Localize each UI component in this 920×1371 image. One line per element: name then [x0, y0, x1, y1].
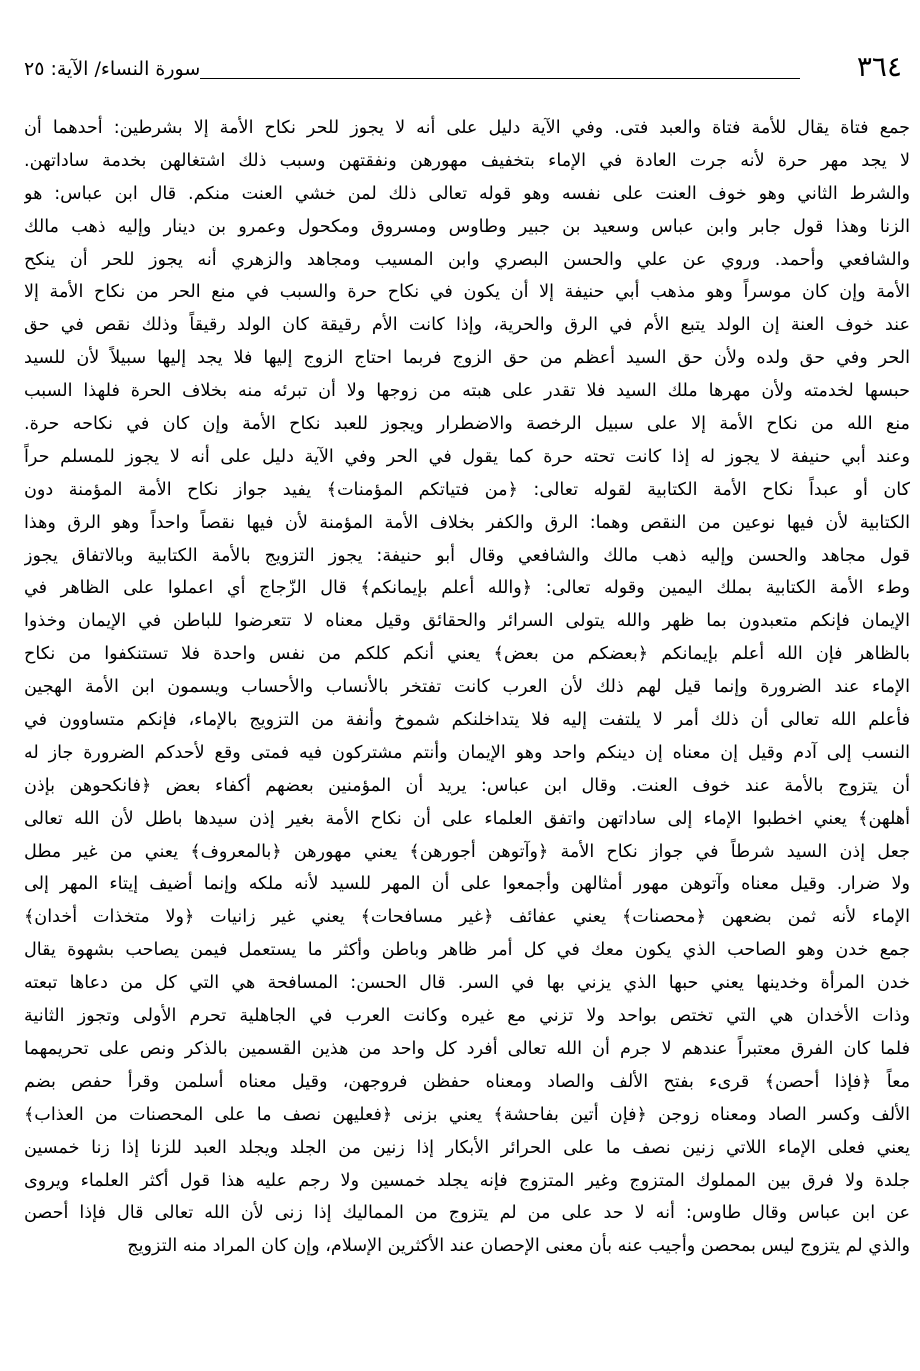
- text-line: النسب إلى آدم وقيل إن معناه إن دينكم واحد وهو الإيمان وأنتم مشتركون فيه فمتى وقع لأحدكم الضرورة جاز له: [24, 742, 910, 763]
- page-number: ٣٦٤: [856, 50, 902, 83]
- text-line: الألف وكسر الصاد ومعناه زوجن ﴿فإن أتين بفاحشة﴾ يعني بزنى ﴿فعليهن نصف ما على المحصنات من العذاب﴾: [24, 1104, 910, 1125]
- text-line: حبسها لخدمته ولأن مهرها ملك السيد فلا تقدر على هبته من زوجها ولا أن تبرئه منه بخلاف الحرة فلهذا السبب: [24, 381, 910, 402]
- text-line: والشافعي وأحمد. وروي عن علي والحسن البصري وابن المسيب ومجاهد والزهري أنه يجوز للحر أن ينكح: [24, 249, 910, 270]
- text-line: فأعلم الله تعالى أن ذلك أمر لا يلتفت إليه فلا يتداخلنكم شموخ وأنفة من التزويج بالإماء، فإنكم متساوون في: [24, 710, 910, 731]
- text-line: الكتابية لأن فيها نوعين من النقص وهما: الرق والكفر بخلاف الأمة المؤمنة لأن فيها نقصاً واحداً وهو الرق وهذا: [24, 512, 910, 533]
- text-line: منع الله من نكاح الأمة إلا على سبيل الرخصة والاضطرار ويجوز للعبد نكاح الأمة وإن كان في نكاحه حرة.: [24, 414, 910, 435]
- text-line: قول مجاهد والحسن وإليه ذهب مالك والشافعي وقال أبو حنيفة: يجوز التزويج بالأمة الكتابية وبالاتفاق يجوز: [24, 545, 910, 566]
- text-line: جعل إذن السيد شرطاً في جواز نكاح الأمة ﴿وآتوهن أجورهن﴾ يعني مهورهن ﴿بالمعروف﴾ يعني من غير مطل: [24, 841, 910, 862]
- text-line: فلما كان الفرق معتبراً عندهم لا جرم أن الله تعالى أفرد كل واحد من هذين القسمين بالذكر ونص على تحريمهما: [24, 1038, 910, 1059]
- text-line: أهلهن﴾ يعني اخطبوا الإماء إلى ساداتهن واتفق العلماء على أن نكاح الأمة بغير إذن سيدها باطل لأن الله تعالى: [24, 808, 910, 829]
- text-line: جمع خدن وهو الصاحب الذي يكون معك في كل أمر ظاهر وباطن وأكثر ما يستعمل فيمن يصاحب بشهوة يقال: [24, 940, 910, 961]
- text-line: كان أو عبداً نكاح الأمة الكتابية لقوله تعالى: ﴿من فتياتكم المؤمنات﴾ يفيد جواز نكاح الأمة المؤمنة دون: [24, 479, 910, 500]
- text-line: والشرط الثاني وهو خوف العنت على نفسه وهو قوله تعالى ذلك لمن خشي العنت منكم. قال ابن عباس: هو: [24, 183, 910, 204]
- text-line: الإماء لأنه ثمن بضعهن ﴿محصنات﴾ يعني عفائف ﴿غير مسافحات﴾ يعني غير زانيات ﴿ولا متخذات أخدان﴾: [24, 907, 910, 928]
- header-rule: [200, 78, 800, 79]
- text-line: لا يجد مهر حرة لأنه جرت العادة في الإماء بتخفيف مهورهن ونفقتهن وسبب ذلك اشتغالهن بخدمة ساداتهن.: [24, 150, 910, 171]
- text-line: وطء الأمة الكتابية بملك اليمين وقوله تعالى: ﴿والله أعلم بإيمانكم﴾ قال الزّجاج أي اعملوا على الظاهر في: [24, 578, 910, 599]
- text-line: الحر وفي حق ولده ولأن حق السيد أعظم من حق الزوج فربما احتاج الزوج إليها فلا يجد إليها سبيلاً لأن للسيد: [24, 348, 910, 369]
- text-line: الأمة وإن كان موسراً وهو مذهب أبي حنيفة إلا أن يكون في نكاح حرة والسبب في منع الحر من نكاح الأمة إلا: [24, 282, 910, 303]
- text-line: معاً ﴿فإذا أحصن﴾ قرىء بفتح الألف والصاد ومعناه حفظن فروجهن، وقيل معناه أسلمن وقرأ حفص بضم: [24, 1071, 910, 1092]
- text-line: وعند أبي حنيفة لا يجوز له إذا كانت تحته حرة كما يقول في الحر وفي الآية دليل على أنه لا يجوز للمسلم حراً: [24, 446, 910, 467]
- text-line: جمع فتاة يقال للأمة فتاة والعبد فتى. وفي الآية دليل على أنه لا يجوز للحر نكاح الأمة إلا بشرطين: أحدهما أن: [24, 118, 910, 138]
- text-line: عن ابن عباس وقال طاوس: أنه لا حد على من لم يتزوج من المماليك إذا زنى لأن الله تعالى قال فإذا أحصن: [24, 1203, 910, 1224]
- text-line: عند خوف العنة إن الولد يتبع الأم في الرق والحرية، وإذا كانت الأم رقيقة كان الولد رقيقاً وذلك نقص في حق: [24, 315, 910, 336]
- running-title: سورة النساء/ الآية: ٢٥: [24, 58, 201, 80]
- page-header: [24, 50, 902, 86]
- text-line: الإيمان فإنكم متعبدون بما ظهر والله يتولى السرائر والحقائق وقيل معناه لا تتعرضوا للباطن في الإيمان وخذوا: [24, 611, 910, 632]
- text-line: ولا ضرار. وقيل معناه وآتوهن مهور أمثالهن وأجمعوا على أن المهر للسيد لأنه ملكه وإنما أضيف إيتاء المهر إلى: [24, 874, 910, 895]
- text-line: يعني فعلى الإماء اللاتي زنين نصف ما على الحرائر الأبكار إذا زنين من الجلد ويجلد العبد للزنا إذا زنا خمسين: [24, 1137, 910, 1158]
- text-line: جلدة ولا فرق بين المملوك المتزوج وغير المتزوج فإنه يجلد خمسين ولا رجم عليه هذا قول أكثر العلماء ويروى: [24, 1170, 910, 1191]
- text-line: الزنا وهذا قول جابر وابن عباس وسعيد بن جبير وطاوس ومسروق ومكحول وعمرو بن دينار وإليه ذهب مالك: [24, 216, 910, 237]
- body-text: [24, 112, 910, 1263]
- text-line: خدن المرأة وخدينها يعني حبها الذي يزني بها في السر. قال الحسن: المسافحة هي التي كل من دعاها تبعته: [24, 973, 910, 994]
- text-line: وذات الأخدان هي التي تختص بواحد ولا تزني مع غيره وكانت العرب في الجاهلية تحرم الأولى وتجوز الثانية: [24, 1006, 910, 1027]
- text-line: بالظاهر فإن الله أعلم بإيمانكم ﴿بعضكم من بعض﴾ يعني أنكم كلكم من نفس واحدة فلا تستنكفوا من نكاح: [24, 644, 910, 665]
- text-line: أن يتزوج بالأمة عند خوف العنت. وقال ابن عباس: يريد أن المؤمنين بعضهم أكفاء بعض ﴿فانكحوهن بإذن: [24, 775, 910, 796]
- text-line: والذي لم يتزوج ليس بمحصن وأجيب عنه بأن معنى الإحصان عند الأكثرين الإسلام، وإن كان المراد منه التزويج: [127, 1236, 910, 1257]
- text-line: الإماء عند الضرورة وإنما قيل لهم ذلك لأن العرب كانت تفتخر بالأنساب والأحساب ويسمون ابن الأمة الهجين: [24, 677, 910, 698]
